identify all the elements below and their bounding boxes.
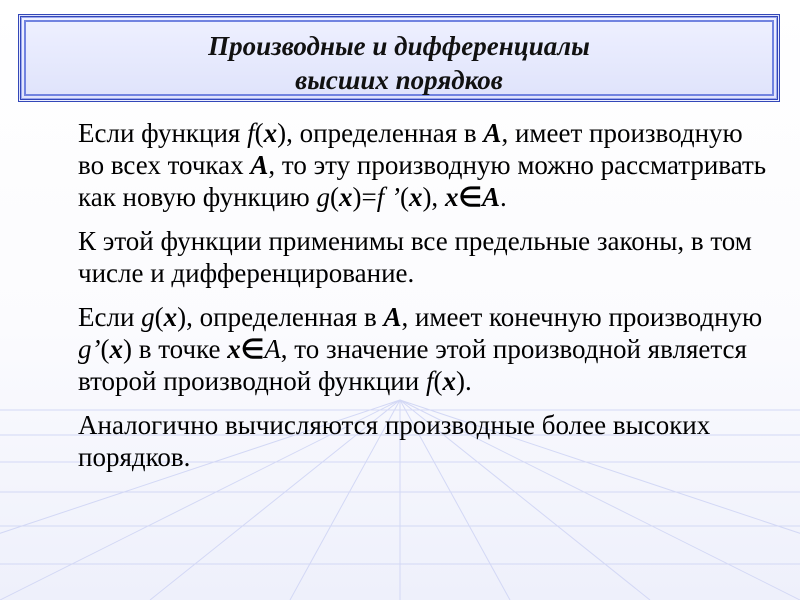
symbol-f: f <box>247 118 255 148</box>
text-run: ( <box>100 334 110 364</box>
title-line-1: Производные и дифференциалы <box>208 31 590 61</box>
paragraph-definition <box>78 117 768 213</box>
symbol-g: g <box>316 182 330 212</box>
symbol-A: A <box>383 302 402 332</box>
text-run: ( <box>254 118 264 148</box>
symbol-g: g <box>141 302 155 332</box>
paragraph-limit-laws: К этой функции применимы все предельные законы, в том числе и дифференцирование. <box>78 226 752 288</box>
text-run: ( <box>399 182 409 212</box>
text-run: ), определенная в <box>277 118 484 148</box>
element-of-symbol: ∈ <box>458 182 482 212</box>
symbol-x: x <box>408 182 423 212</box>
text-run: ) в точке <box>123 334 228 364</box>
paragraph-second-derivative <box>78 301 768 397</box>
text-run: . <box>499 182 507 212</box>
symbol-f-prime: f ’ <box>376 182 400 212</box>
text-run: ( <box>433 366 443 396</box>
slide-body <box>78 117 768 485</box>
text-run: , имеет конечную производную <box>401 302 763 332</box>
symbol-A: A <box>483 118 502 148</box>
symbol-x: x <box>109 334 123 364</box>
text-run: Если функция <box>78 118 248 148</box>
element-of-symbol: ∈ <box>240 334 265 364</box>
text-run: )= <box>352 182 377 212</box>
symbol-A: A <box>250 150 269 180</box>
symbol-g-prime: g’ <box>78 334 101 364</box>
text-run: ), определенная в <box>177 302 384 332</box>
symbol-f: f <box>425 366 434 396</box>
text-run: ( <box>154 302 164 332</box>
symbol-x: x <box>227 334 241 364</box>
text-run: , имеет производную во всех точках <box>78 118 743 180</box>
text-run: ( <box>329 182 339 212</box>
text-run: , то значение этой производной является второй производной функции <box>78 334 747 396</box>
title-line-2: высших порядков <box>295 65 503 95</box>
symbol-A: A <box>264 334 281 364</box>
text-run: , то эту производную можно рассматривать как новую функцию <box>78 150 767 212</box>
symbol-x: x <box>442 366 456 396</box>
symbol-x: x <box>263 118 278 148</box>
symbol-x: x <box>163 302 178 332</box>
text-run: ). <box>455 366 472 396</box>
symbol-A: A <box>481 182 500 212</box>
title-frame <box>18 14 780 102</box>
symbol-x: x <box>338 182 353 212</box>
paragraph-higher-orders: Аналогично вычисляются производные более высоких порядков. <box>78 410 711 472</box>
slide-title <box>21 29 777 97</box>
text-run: ), <box>422 182 445 212</box>
text-run: Если <box>78 302 142 332</box>
symbol-x: x <box>444 182 459 212</box>
